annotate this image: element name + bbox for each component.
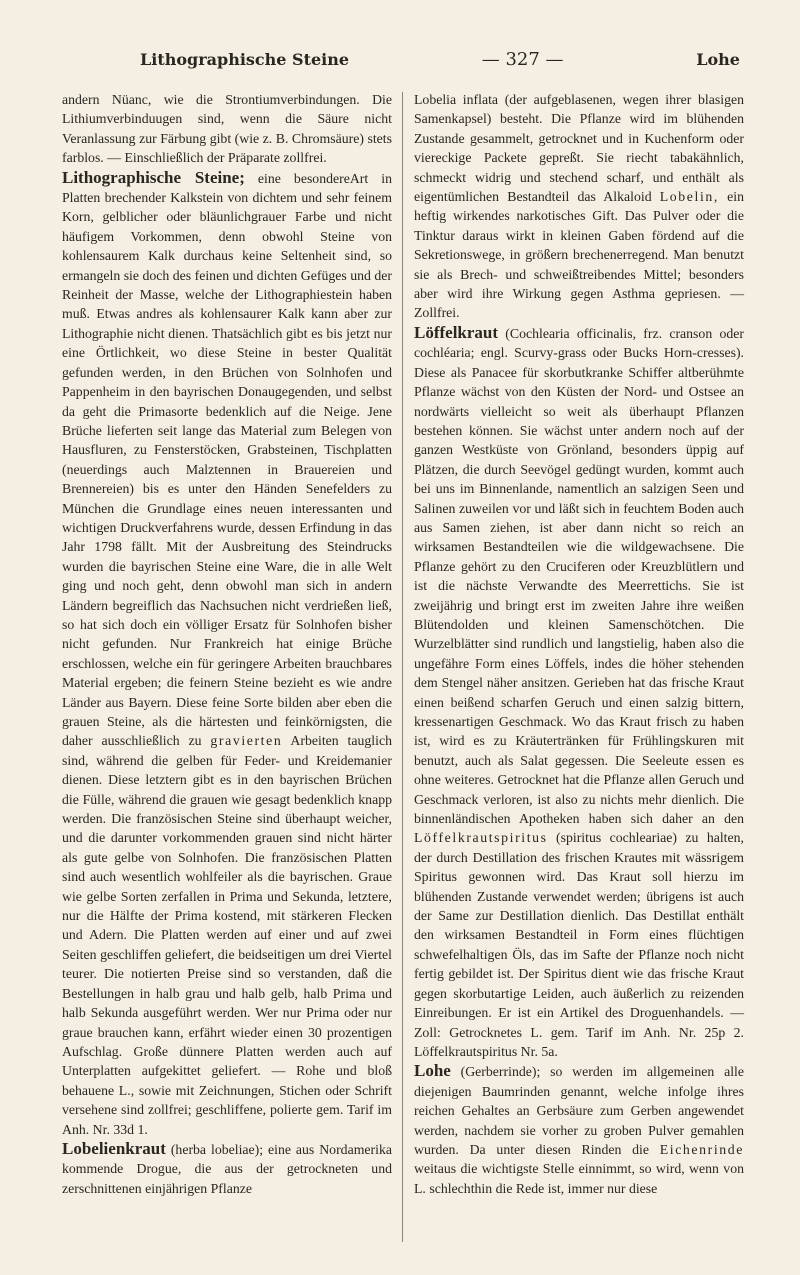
paragraph-lobelia-continued — [414, 90, 744, 323]
entry-loeffelkraut — [414, 323, 744, 1061]
emphasized-word: gravierten — [210, 733, 283, 749]
entry-lithographische-steine — [62, 168, 392, 1139]
emphasized-word: Eichenrinde — [659, 1141, 745, 1157]
entry-text: (Gerberrinde); so werden im allgemeinen alle diejenigen Baumrinden genannt, welche infolge ihres reichen Gehaltes an Gerbsäure zum Gerben angewendet werden, nachdem sie vorher zu groben Pulver gemahlen wurden. Da unter diesen Rinden die — [414, 1064, 744, 1157]
emphasized-word: Löffelkrautspiritus — [414, 830, 548, 846]
entry-text: weitaus die wichtigste Stelle einnimmt, so wird, wenn von L. schlechthin die Rede ist, immer nur diese — [414, 1161, 744, 1196]
entry-lohe — [414, 1061, 744, 1198]
page-number: — 327 — — [481, 48, 564, 70]
paragraph-text: Lobelia inflata (der aufgeblasenen, wegen ihrer blasigen Samenkapsel) besteht. Die Pflanze wird im blühenden Zustande gesammelt, getrocknet und in Kuchenform oder viereckige Packete gepreßt. Sie riecht tabakähnlich, schmeckt widrig und stechend scharf, und enthält als eigentümlichen Bestandteil das Alkaloid — [414, 92, 744, 205]
entry-term: Lobelienkraut — [62, 1138, 166, 1158]
paragraph-text: ein heftig wirkendes narkotisches Gift. Das Pulver oder die Tinktur daraus wirkt in kleinen Gaben fördend auf die Sekretionswege, in größern brechenerregend. Man benutzt sie als Brech- und schweißtreibendes Mittel; besonders aber wird ihre Wirkung gegen Asthma gepriesen. — Zollfrei. — [414, 189, 744, 321]
header-right-keyword: Lohe — [696, 49, 740, 69]
running-header — [140, 44, 740, 74]
entry-text: Arbeiten tauglich sind, während die gelben für Feder- und Kreidemanier dienen. Diese letztern gibt es in den bayrischen Brüchen die Fülle, während die grauen wie gesagt bedenklich knapp werden. Die französischen Steine sind überhaupt weicher, und die darunter vorkommenden grauen sind nicht härter als gute gelbe von Solnhofen. Die französischen Platten sind auch wesentlich wohlfeiler als die bayrischen. Graue wie gelbe Sorten zerfallen in Prima und Sekunda, letztere, nur die Hälfte der Prima kostend, mit stärkeren Flecken und Adern. Die Platten werden auf einer und auf zwei Seiten geschliffen geliefert, die beidseitigen um drei Viertel teurer. Die notierten Preise sind so verstanden, daß die Bestellungen in halb grau und halb gelb, halb Prima und halb Sekunda ausgeführt werden. Wer nur Prima oder nur graue brauchen kann, erfährt wieder einen 30 prozentigen Aufschlag. Große dünnere Platten werden auch auf Unterplatten aufgekittet geliefert. — Rohe und bloß behauene L., sowie mit Zeichnungen, Stichen oder Schrift versehene sind zollfrei; geschliffene, polierte gem. Tarif im Anh. Nr. 33d 1. — [62, 733, 392, 1137]
entry-text: (herba lobeliae); eine aus Nordamerika kommende Drogue, die aus der getrockneten und zerschnittenen einjährigen Pflanze — [62, 1141, 392, 1196]
paragraph-text: andern Nüanc, wie die Strontiumverbindungen. Die Lithiumverbinduugen sind, wenn die Säure nicht Veranlassung zur Färbung gibt (wie z. B. Chromsäure) stets farblos. — Einschließlich der Präparate zollfrei. — [62, 92, 392, 166]
entry-text: (spiritus cochleariae) zu halten, der durch Destillation des frischen Krautes mit wässrigem Spiritus gewonnen wird. Das Kraut soll hierzu im blühenden Zustande verwendet werden; übrigens ist auch der Same zur Destillation dienlich. Das Destillat enthält den wirksamen Bestandteil in Form eines flüchtigen schwefelhaltigen Öls, das im Safte der Pflanze noch nicht fertig gebildet ist. Der Spiritus dient wie das frische Kraut gegen skorbutartige Leiden, auch äußerlich zu reizenden Einreibungen. Er ist ein Artikel des Droguenhandels. — Zoll: Getrocknetes L. gem. Tarif im Anh. Nr. 25p 2. Löffelkrautspiritus Nr. 5a. — [414, 830, 744, 1059]
right-column — [414, 90, 744, 1198]
entry-text: (Cochlearia officinalis, frz. cranson oder cochléaria; engl. Scurvy-grass oder Bucks Horn-cresses). Diese als Panacee für skorbutkranke Schiffer altberühmte Pflanze wächst von den Küsten der Nord- und Ostsee an nordwärts vielleicht so weit als überhaupt Pflanzen bestehen können. Sie wächst unter andern noch auf der ganzen Westküste von Grönland, besonders üppig auf Plätzen, die durch Seevögel gedüngt wurden, kommt auch bei uns im Binnenlande, namentlich an salzigen Seen und Salinen zuweilen vor und läßt sich in feuchtem Boden auch aus Samen ziehen, ist aber dann nicht so reich an wirksamen Bestandteilen wie die wildgewachsene. Die Pflanze gehört zu den Cruciferen oder Kreuzblütlern und ist die nächste Verwandte des Meerrettichs. Sie ist zweijährig und bringt erst im zweiten Jahre ihre weißen Blütendolden und kleinen Samenschötchen. Die Wurzelblätter sind rundlich und langstielig, haben also die ungefähre Form eines Löffels, indes die höher stehenden dem Stengel näher ansitzen. Gerieben hat das frische Kraut einen beißend scharfen Geruch und einen salzig bittern, kressenartigen Geschmack. Wo das Kraut frisch zu haben ist, wird es zu Kräutertränken für Frühlingskuren mit benutzt, auch als Salat gegessen. Die Seeleute essen es ohne weiteres. Getrocknet hat die Pflanze allen Geruch und Geschmack verloren, ist also zu nichts mehr dienlich. Die binnenländischen Apotheken haben sich daher an den — [414, 325, 744, 827]
emphasized-word: Lobelin, — [659, 189, 719, 205]
header-left-keyword: Lithographische Steine — [140, 49, 350, 69]
entry-lobelienkraut — [62, 1139, 392, 1198]
column-divider — [402, 92, 403, 1242]
entry-term: Lithographische Steine; — [62, 167, 245, 187]
paragraph-lithium-end — [62, 90, 392, 168]
entry-term: Löffelkraut — [414, 322, 499, 342]
left-column — [62, 90, 392, 1198]
entry-text: eine besondereArt in Platten brechender Kalkstein von dichtem und sehr feinem Korn, gelblicher oder bläunlichgrauer Farbe und nicht häufigem Vorkommen, denn obwohl Steine von kohlensaurem Kalk durchaus keine Seltenheit sind, so ermangeln sie doch des feinen und dichten Gefüges und der Reinheit der Masse, welche der Lithographiestein haben muß. Etwas andres als kohlensaurer Kalk kann aber zur Lithographie nicht dienen. Thatsächlich gibt es bis jetzt nur eine Örtlichkeit, wo diese Steine in bester Qualität gefunden werden, in den Brüchen von Solnhofen und Pappenheim in den bayrischen Donaugegenden, und selbst da geht die Primasorte bedenklich auf die Neige. Jene Brüche lieferten seit lange das Material zum Belegen von Hausfluren, zu Fensterstöcken, Grabsteinen, Tischplatten (neuerdings auch Malztennen in Brauereien und Brennereien) bis es unter den Händen Senefelders zu München die Grundlage eines neuen interessanten und wichtigen Druckverfahrens wurde, dessen Erfindung in das Jahr 1798 fällt. Mit der Ausbreitung des Steindrucks wurden die bayrischen Steine eine Ware, die in alle Welt ging und noch geht, denn obwohl man sich in andern Ländern begreiflich das Nachsuchen nicht verdrießen ließ, so hat sich doch ein völliger Ersatz für Solnhofen bisher nicht gefunden. Nur Frankreich hat einige Brüche erschlossen, welche ein für geringere Arbeiten brauchbares Material ergeben; die feinern Steine bezieht es wie andre Länder aus Bayern. Diese feine Sorte bilden aber eben die grauen Steine, als die härtesten und feinkörnigsten, die daher ausschließlich zu — [62, 170, 392, 749]
entry-term: Lohe — [414, 1061, 451, 1081]
